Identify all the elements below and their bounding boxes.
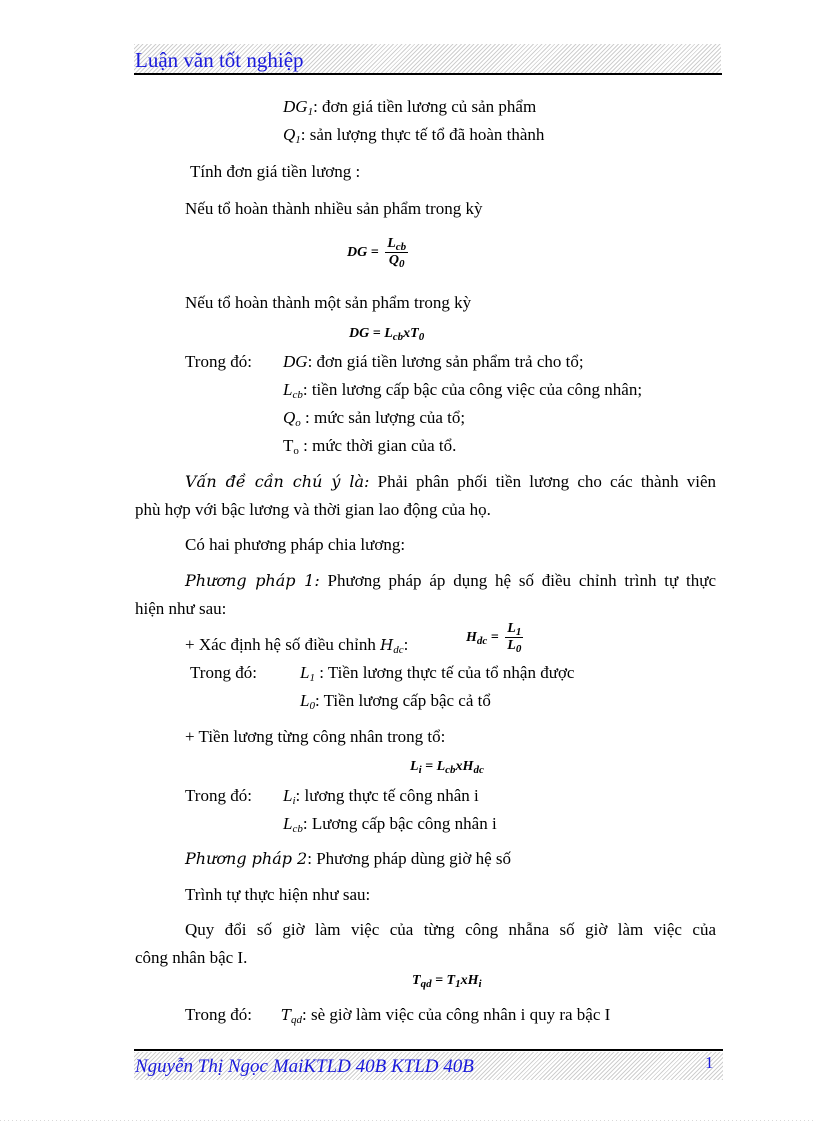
dg1-symbol: DG	[283, 97, 308, 116]
trong-do-label-4: Trong đó:	[185, 1005, 252, 1024]
formula3-num-sym: L	[507, 621, 516, 636]
item-l1-symbol: L	[300, 663, 310, 682]
trong-do-1-item-lcb	[283, 379, 642, 400]
item-to-sub: o	[293, 445, 299, 457]
item-tqd-sub: qd	[291, 1014, 303, 1026]
footer-author: Nguyễn Thị Ngọc MaiKTLD 40B KTLD 40B	[135, 1056, 474, 1077]
formula3-fraction	[505, 621, 523, 654]
item-l0-text: : Tiền lương cấp bậc cả tổ	[314, 691, 491, 710]
van-de-lead: Vấn đề cần chú ý là:	[185, 472, 370, 491]
dg1-subscript: 1	[307, 106, 314, 118]
formula5-sub-b: 1	[455, 978, 461, 990]
formula4-part-b: = L	[425, 759, 446, 774]
item-dg-symbol: DG	[283, 352, 308, 371]
formula5-part-b: = T	[435, 973, 456, 988]
xac-dinh-symbol: H	[380, 636, 394, 654]
formula4-part-a: L	[410, 759, 419, 774]
van-de-line1	[185, 471, 716, 492]
item-lcb-text: : tiền lương cấp bậc của công việc của công nhân;	[302, 380, 643, 399]
item-li-text: : lương thực tế công nhân i	[295, 786, 479, 805]
item-dg-text: : đơn giá tiền lương sản phẩm trả cho tổ;	[307, 352, 584, 371]
q1-symbol: Q	[283, 125, 296, 144]
trong-do-1-item-qo	[283, 407, 465, 428]
formula1-num-sub: cb	[395, 241, 407, 253]
trinh-tu: Trình tự thực hiện như sau:	[185, 885, 371, 904]
page-bottom-border	[0, 1120, 816, 1121]
pp2-lead: Phương pháp 2	[185, 849, 308, 868]
formula2-part-b: xT	[403, 326, 419, 341]
neu-mot-san-pham: Nếu tổ hoàn thành một sản phẩm trong kỳ	[185, 293, 472, 312]
item-qo-symbol: Q	[283, 408, 296, 427]
van-de-line2: phù hợp với bậc lương và thời gian lao động của họ.	[135, 500, 491, 519]
formula2-sub-b: 0	[418, 331, 425, 343]
q1-definition	[283, 124, 544, 145]
tien-luong-tung-cong-nhan: + Tiền lương từng công nhân trong tổ:	[185, 727, 446, 746]
trong-do-4-item-tqd	[281, 1004, 610, 1025]
item-l0-symbol: L	[300, 691, 310, 710]
formula-dg-fraction	[347, 236, 408, 269]
co-hai-phuong-phap: Có hai phương pháp chia lương:	[185, 535, 406, 554]
pp1-line1	[185, 570, 716, 591]
formula-tqd	[412, 972, 482, 990]
quy-doi-line1: Quy đổi số giờ làm việc của từng công nhẫna số giờ làm việc của	[185, 920, 716, 939]
formula5-sub-a: qd	[420, 978, 432, 990]
item-l1-text: : Tiền lương thực tế của tổ nhận được	[314, 663, 575, 682]
formula3-numerator	[505, 621, 523, 638]
trong-do-3-item-lcb	[283, 813, 497, 834]
pp2-line	[185, 848, 511, 869]
trong-do-label-3: Trong đó:	[185, 786, 252, 805]
formula5-sub-c: i	[478, 978, 482, 990]
item-li-symbol: L	[283, 786, 293, 805]
formula-dg-product	[349, 325, 424, 343]
formula5-part-a: T	[412, 973, 421, 988]
dg1-text: : đơn giá tiền lương củ sản phẩm	[313, 97, 537, 116]
item-l0-sub: 0	[309, 700, 315, 712]
xac-dinh-text: + Xác định hệ số điều chỉnh	[185, 635, 376, 654]
item-li-sub: i	[292, 795, 296, 807]
quy-doi-line2: công nhân bậc I.	[135, 948, 248, 967]
item-tqd-text: : sè giờ làm việc của công nhân i quy ra bậc I	[302, 1005, 611, 1024]
item-to-symbol: T	[283, 436, 294, 455]
item3-lcb-sub: cb	[292, 823, 303, 835]
xac-dinh-colon: :	[403, 635, 409, 654]
item-qo-sub: o	[295, 417, 301, 429]
trong-do-label-2: Trong đó:	[190, 663, 257, 682]
page-number: 1	[705, 1053, 714, 1072]
formula1-fraction	[385, 236, 408, 269]
dg1-definition	[283, 96, 536, 117]
item-qo-text: : mức sản lượng của tổ;	[300, 408, 466, 427]
header-title: Luận văn tốt nghiệp	[135, 48, 304, 72]
formula-li	[410, 758, 484, 776]
formula3-eq: =	[490, 629, 499, 645]
formula2-part-a: DG = L	[349, 326, 393, 341]
item-tqd-symbol: T	[281, 1006, 292, 1024]
pp1-line2: hiện như sau:	[135, 599, 227, 618]
formula-hdc	[466, 621, 523, 654]
formula4-sub-b: cb	[445, 764, 456, 776]
van-de-text: Phải phân phối tiền lương cho các thành viên	[377, 472, 717, 491]
pp1-lead: Phương pháp 1:	[185, 571, 320, 590]
formula3-den-sub: 0	[515, 643, 522, 656]
trong-do-label-1: Trong đó:	[185, 352, 252, 371]
item-lcb-sub: cb	[292, 389, 303, 401]
neu-nhieu-san-pham: Nếu tổ hoàn thành nhiều sản phẩm trong kỳ	[185, 199, 483, 218]
trong-do-1-item-to	[283, 435, 456, 456]
xac-dinh-sub: dc	[393, 644, 404, 656]
formula1-denominator	[387, 253, 407, 269]
formula3-lhs: H	[466, 629, 477, 645]
xac-dinh-he-so	[185, 634, 408, 655]
formula1-lhs: DG =	[347, 244, 379, 260]
formula1-num-sym: L	[387, 236, 396, 251]
header-rule	[134, 73, 722, 75]
formula3-lhs-sub: dc	[476, 634, 488, 647]
formula1-den-sub: 0	[398, 258, 405, 271]
item-to-text: : mức thời gian của tổ.	[298, 436, 457, 455]
formula1-numerator	[385, 236, 408, 253]
q1-subscript: 1	[295, 134, 301, 146]
formula4-sub-c: dc	[473, 764, 484, 776]
item3-lcb-text: : Lương cấp bậc công nhân i	[302, 814, 497, 833]
footer-rule	[134, 1049, 723, 1051]
formula3-den-sym: L	[507, 638, 516, 654]
trong-do-1-item-dg	[283, 351, 584, 372]
pp1-text: Phương pháp áp dụng hệ số điều chỉnh trình tự thực	[327, 571, 717, 590]
item-l1-sub: 1	[309, 672, 315, 684]
formula2-sub-a: cb	[392, 331, 404, 343]
item-lcb-symbol: L	[283, 380, 293, 399]
formula1-den-sym: Q	[388, 253, 399, 269]
trong-do-3-item-li	[283, 785, 479, 806]
trong-do-2-item-l0	[300, 690, 491, 711]
formula3-num-sub: 1	[515, 626, 522, 638]
q1-text: : sản lượng thực tế tổ đã hoàn thành	[300, 125, 545, 144]
pp2-text: : Phương pháp dùng giờ hệ số	[307, 849, 512, 868]
formula5-part-c: xH	[460, 973, 479, 988]
tinh-don-gia: Tính đơn giá tiền lương :	[190, 162, 361, 181]
item3-lcb-symbol: L	[283, 814, 293, 833]
formula3-denominator	[505, 638, 523, 654]
formula4-part-c: xH	[455, 759, 474, 774]
formula4-sub-a: i	[418, 764, 422, 776]
trong-do-2-item-l1	[300, 662, 574, 683]
